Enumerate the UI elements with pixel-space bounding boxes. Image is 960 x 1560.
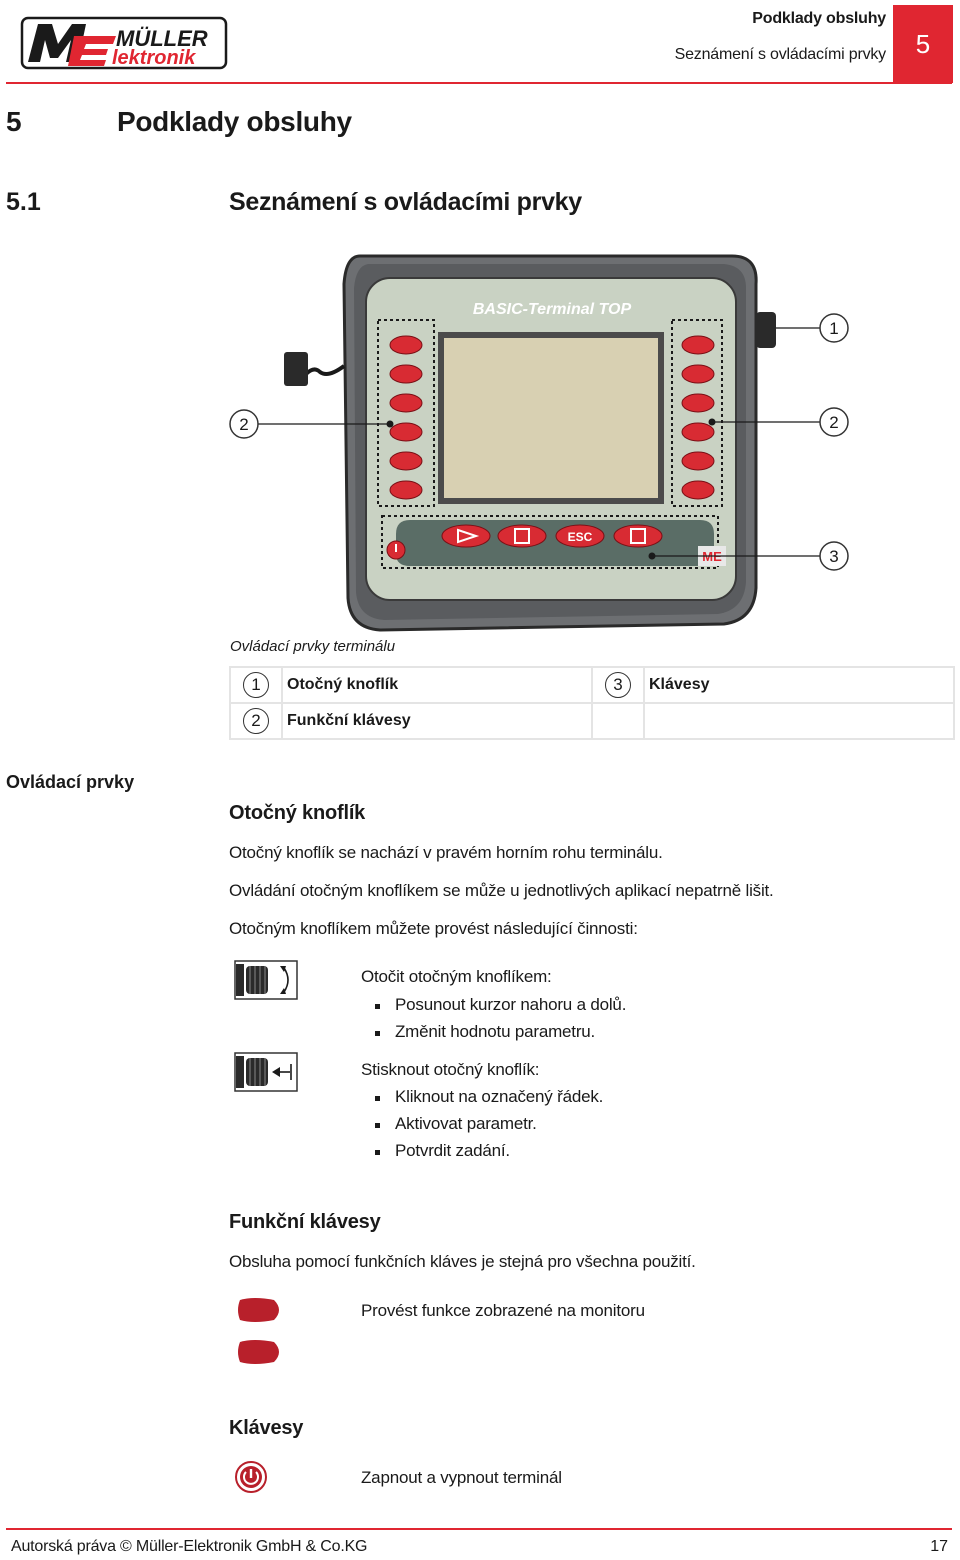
list-item: Kliknout na označený řádek.: [375, 1087, 603, 1107]
esc-key-label: ESC: [567, 530, 593, 544]
legend-table: [229, 666, 955, 740]
footer-rule: [6, 1528, 952, 1530]
knob-paragraph-1: Otočný knoflík se nachází v pravém horním rohu terminálu.: [229, 843, 663, 862]
list-item: Potvrdit zadání.: [375, 1141, 510, 1161]
fkeys-heading: Funkční klávesy: [229, 1211, 381, 1233]
svg-text:ME: ME: [702, 549, 722, 564]
fkeys-paragraph: Obsluha pomocí funkčních kláves je stejná pro všechna použití.: [229, 1252, 696, 1271]
fkeys-description: Provést funkce zobrazené na monitoru: [361, 1301, 645, 1320]
logo-text-bottom: lektronik: [112, 47, 196, 69]
rotate-title: Otočit otočným knoflíkem:: [361, 967, 552, 986]
list-item: Posunout kurzor nahoru a dolů.: [375, 995, 626, 1015]
page-number: 17: [930, 1538, 948, 1555]
knob-press-icon: [234, 1052, 298, 1092]
knob-paragraph-2: Ovládání otočným knoflíkem se může u jednotlivých aplikací nepatrně lišit.: [229, 881, 774, 900]
footer-copyright: Autorská práva © Müller-Elektronik GmbH & Co.KG: [11, 1538, 368, 1555]
legend-label: Funkční klávesy: [282, 703, 592, 739]
knob-paragraph-3: Otočným knoflíkem můžete provést následující činnosti:: [229, 919, 638, 938]
side-label: Ovládací prvky: [6, 772, 135, 792]
keys-description: Zapnout a vypnout terminál: [361, 1468, 562, 1487]
knob-rotate-icon: [234, 960, 298, 1000]
legend-number: 3: [605, 672, 631, 698]
list-item: Aktivovat parametr.: [375, 1114, 537, 1134]
legend-label: Klávesy: [644, 667, 954, 703]
table-row: [230, 703, 954, 739]
legend-number: 1: [243, 672, 269, 698]
header-rule: [6, 82, 952, 84]
chapter-badge: 5: [893, 5, 953, 83]
press-title: Stisknout otočný knoflík:: [361, 1060, 540, 1079]
header-subtitle: Seznámení s ovládacími prvky: [674, 46, 886, 63]
terminal-figure: [220, 248, 860, 638]
list-item: Změnit hodnotu parametru.: [375, 1022, 595, 1042]
legend-empty-cell: [644, 703, 954, 739]
legend-number: 2: [243, 708, 269, 734]
legend-empty-cell: [592, 703, 644, 739]
callout-1: 1: [829, 319, 839, 338]
terminal-model-label: BASIC-Terminal TOP: [472, 301, 632, 318]
table-row: [230, 667, 954, 703]
logo-text-top: MÜLLER: [116, 26, 208, 51]
mueller-elektronik-logo: [20, 14, 230, 72]
function-key-icon: [234, 1294, 284, 1368]
callout-2-right: 2: [829, 413, 839, 432]
keys-heading: Klávesy: [229, 1417, 304, 1439]
callout-2-left: 2: [239, 415, 249, 434]
heading2-number: 5.1: [6, 188, 41, 216]
figure-caption: Ovládací prvky terminálu: [230, 638, 396, 655]
header-title: Podklady obsluhy: [752, 10, 886, 27]
heading1-number: 5: [6, 106, 22, 137]
heading2-text: Seznámení s ovládacími prvky: [229, 188, 582, 216]
heading1-text: Podklady obsluhy: [117, 106, 352, 137]
callout-3: 3: [829, 547, 839, 566]
legend-label: Otočný knoflík: [282, 667, 592, 703]
knob-heading: Otočný knoflík: [229, 802, 366, 824]
power-icon: [234, 1460, 268, 1494]
